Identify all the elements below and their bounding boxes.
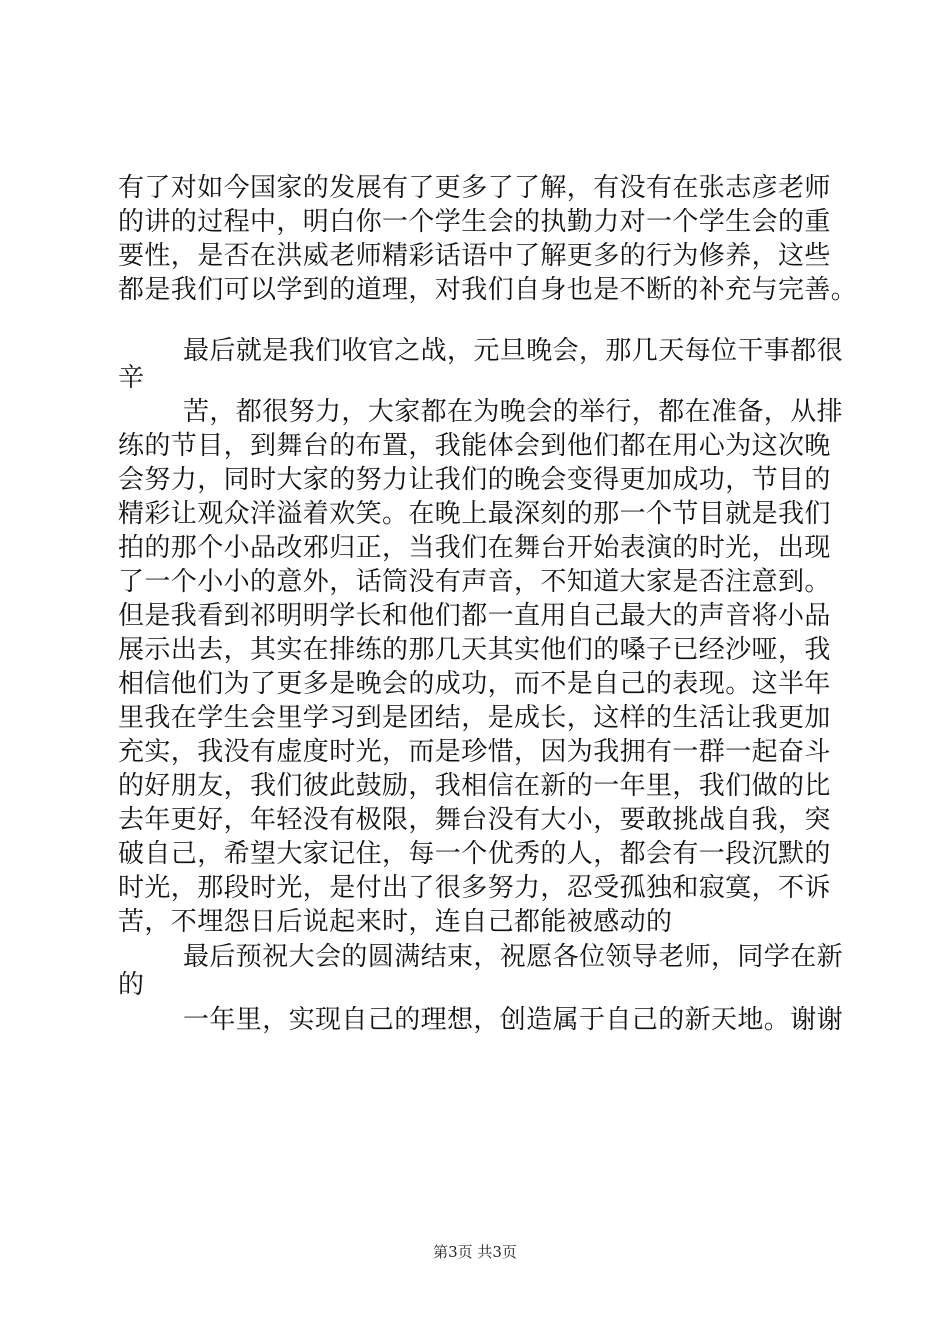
text-line: 有了对如今国家的发展有了更多了了解，有没有在张志彦老师 (118, 173, 831, 203)
text-line: 但是我看到祁明明学长和他们都一直用自己最大的声音将小品 (118, 601, 831, 631)
text-line: 最后预祝大会的圆满结束，祝愿各位领导老师，同学在新 (183, 942, 844, 972)
page-number-footer: 第3页 共3页 (433, 1243, 517, 1261)
text-line: 精彩让观众洋溢着欢笑。在晚上最深刻的那一个节目就是我们 (118, 499, 831, 529)
text-line: 苦，不埋怨日后说起来时，连自己都能被感动的 (118, 907, 673, 937)
text-line: 苦，都很努力，大家都在为晚会的举行，都在准备，从排 (183, 397, 844, 427)
text-line: 的讲的过程中，明白你一个学生会的执勤力对一个学生会的重 (118, 207, 831, 237)
text-line: 相信他们为了更多是晚会的成功，而不是自己的表现。这半年 (118, 669, 831, 699)
text-line: 了一个小小的意外，话筒没有声音，不知道大家是否注意到。 (118, 567, 831, 597)
text-line: 会努力，同时大家的努力让我们的晚会变得更加成功，节目的 (118, 465, 831, 495)
text-line: 的 (118, 970, 145, 1000)
text-line: 时光，那段时光，是付出了很多努力，忍受孤独和寂寞，不诉 (118, 873, 831, 903)
text-line: 练的节目，到舞台的布置，我能体会到他们都在用心为这次晚 (118, 431, 831, 461)
text-line: 充实，我没有虚度时光，而是珍惜，因为我拥有一群一起奋斗 (118, 737, 831, 767)
text-line: 拍的那个小品改邪归正，当我们在舞台开始表演的时光，出现 (118, 533, 831, 563)
text-line: 去年更好，年轻没有极限，舞台没有大小，要敢挑战自我，突 (118, 805, 831, 835)
text-line: 一年里，实现自己的理想，创造属于自己的新天地。谢谢 (183, 1005, 844, 1035)
text-line: 的好朋友，我们彼此鼓励，我相信在新的一年里，我们做的比 (118, 771, 831, 801)
text-line: 里我在学生会里学习到是团结，是成长，这样的生活让我更加 (118, 703, 831, 733)
text-line: 都是我们可以学到的道理，对我们自身也是不断的补充与完善。 (118, 275, 858, 305)
text-line: 最后就是我们收官之战，元旦晚会，那几天每位干事都很 (183, 336, 844, 366)
text-line: 破自己，希望大家记住，每一个优秀的人，都会有一段沉默的 (118, 839, 831, 869)
text-line: 辛 (118, 363, 145, 393)
text-line: 展示出去，其实在排练的那几天其实他们的嗓子已经沙哑，我 (118, 635, 831, 665)
text-line: 要性，是否在洪威老师精彩话语中了解更多的行为修养，这些 (118, 241, 831, 271)
